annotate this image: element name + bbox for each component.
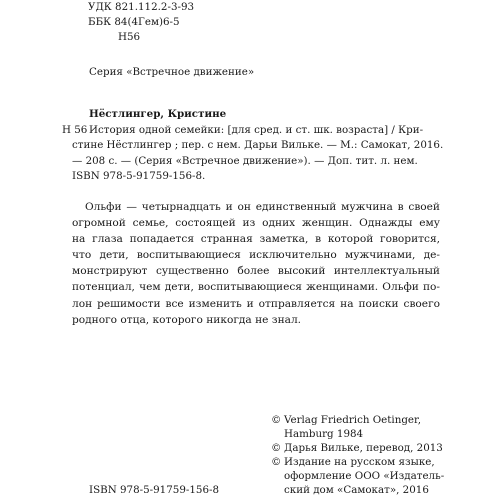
footer-isbn: ISBN 978-5-91759-156-8: [89, 484, 220, 496]
copyright-line: оформление ООО «Издатель-: [284, 470, 445, 482]
annotation-line: Ольфи — четырнадцать и он единственный мужчина в своей: [85, 201, 440, 213]
copyright-sign: ©: [271, 414, 282, 426]
catalog-author: Нёстлингер, Кристине: [89, 108, 227, 120]
catalog-code: Н 56: [62, 124, 88, 136]
copyright-sign: ©: [271, 456, 282, 468]
copyright-line: Verlag Friedrich Oetinger,: [284, 414, 422, 426]
catalog-line: ISBN 978-5-91759-156-8.: [72, 170, 206, 182]
annotation-line: огромной семье, состоящей из одних женщин. Однажды ему: [72, 217, 440, 230]
copyright-line: ский дом «Самокат», 2016: [284, 484, 429, 496]
catalog-line: — 208 с. — (Серия «Встречное движение»). — Доп. тит. л. нем.: [72, 155, 418, 167]
copyright-line: Издание на русском языке,: [284, 456, 435, 468]
copyright-sign: ©: [271, 442, 282, 454]
catalog-line: стине Нёстлингер ; пер. с нем. Дарьи Вильке. — М.: Самокат, 2016.: [72, 139, 444, 151]
annotation-line: монстрируют существенно более высокий интеллектуальный: [72, 265, 440, 278]
annotation-line: что дети, воспитывающиеся исключительно мужчинами, де-: [72, 249, 440, 262]
series-line: Серия «Встречное движение»: [89, 66, 255, 78]
catalog-line: История одной семейки: [для сред. и ст. шк. возраста] / Кри-: [89, 124, 424, 136]
annotation-line: лон решимости все изменить и отправляется на поиски своего: [72, 297, 440, 310]
annotation-paragraph: [72, 200, 440, 329]
copyright-line: Hamburg 1984: [284, 428, 364, 440]
annotation-line: родного отца, которого никогда не знал.: [72, 313, 302, 326]
copyright-line: Дарья Вильке, перевод, 2013: [284, 442, 443, 454]
udk-code: УДК 821.112.2-3-93: [88, 1, 195, 13]
bbk-code: ББК 84(4Гем)6-5: [88, 16, 180, 28]
annotation-line: потенциал, чем дети, воспитывающиеся женщинами. Ольфи по-: [72, 281, 440, 294]
annotation-line: на глаза попадается странная заметка, в которой говорится,: [72, 233, 440, 246]
author-mark: Н56: [118, 31, 141, 43]
